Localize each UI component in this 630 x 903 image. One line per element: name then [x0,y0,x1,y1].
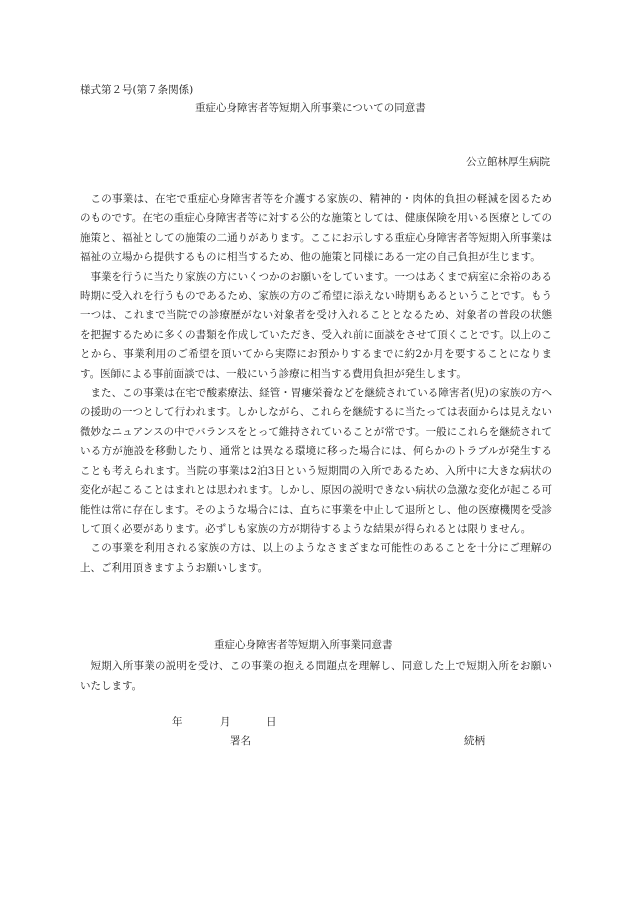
paragraph-risks: また、この事業は在宅で酸素療法、経管・胃瘻栄養などを継続されている障害者(児)の家族の方への援助の一つとして行われます。しかしながら、これらを継続するに当たっては表面からは見えない微妙なニュアンスの中でバランスをとって維持されていることが常です。一般にこれらを継続されている方が施設を移動したり、通常とは異なる環境に移った場合には、何らかのトラブルが発生することも考えられます。当院の事業は2泊3日という短期間の入所であるため、入所中に大きな病状の変化が起こることはまれとは思われます。しかし、原因の説明できない病状の急激な変化が起こる可能性は常に存在します。そのような場合には、直ちに事業を中止して退所とし、他の医療機関を受診して頂く必要があります。必ずしも家族の方が期待するような結果が得られるとは限りません。 [80,387,552,535]
consent-section-title: 重症心身障害者等短期入所事業同意書 [214,639,393,651]
paragraph-understanding: この事業を利用される家族の方は、以上のようなさまざまな可能性のあることを十分にご理解の上、ご利用頂きますようお願いします。 [80,542,552,574]
day-label: 日 [266,716,277,728]
signature-line [0,733,630,749]
form-number: 様式第２号(第７条関係) [80,84,194,96]
consent-statement-text: 短期入所事業の説明を受け、この事業の抱える問題点を理解し、同意した上で短期入所をお願いいたします。 [80,660,552,692]
paragraph-requests: 事業を行うに当たり家族の方にいくつかのお願いをしています。一つはあくまで病室に余裕のある時期に受入れを行うものであるため、家族の方のご希望に添えない時期もあるということです。もう一つは、これまで当院での診療歴がない対象者を受け入れることとなるため、対象者の普段の状態を把握するために多くの書類を作成していただき、受入れ前に面談をさせて頂くことです。以上のことから、事業利用のご希望を頂いてから実際にお預かりするまでに約2か月を要することになります。医師による事前面談では、一般にいう診療に相当する費用負担が発生します。 [80,270,552,380]
relationship-label: 続柄 [464,735,485,747]
paragraph-burden-relief: この事業は、在宅で重症心身障害者等を介護する家族の、精神的・肉体的負担の軽減を図るためのものです。在宅の重症心身障害者等に対する公的な施策としては、健康保険を用いる医療としての施策と、福祉としての施策の二通りがあります。ここにお示しする重症心身障害者等短期入所事業は福祉の立場から提供するものに相当するため、他の施策と同様にある一定の自己負担が生じます。 [80,193,552,264]
document-title: 重症心身障害者等短期入所事業についての同意書 [195,102,426,114]
date-line [0,714,630,730]
year-label: 年 [172,716,183,728]
explanation-body [80,190,552,578]
signature-label: 署名 [230,735,251,747]
issuer-hospital-name: 公立館林厚生病院 [466,156,550,168]
month-label: 月 [220,716,231,728]
consent-statement [80,656,552,696]
